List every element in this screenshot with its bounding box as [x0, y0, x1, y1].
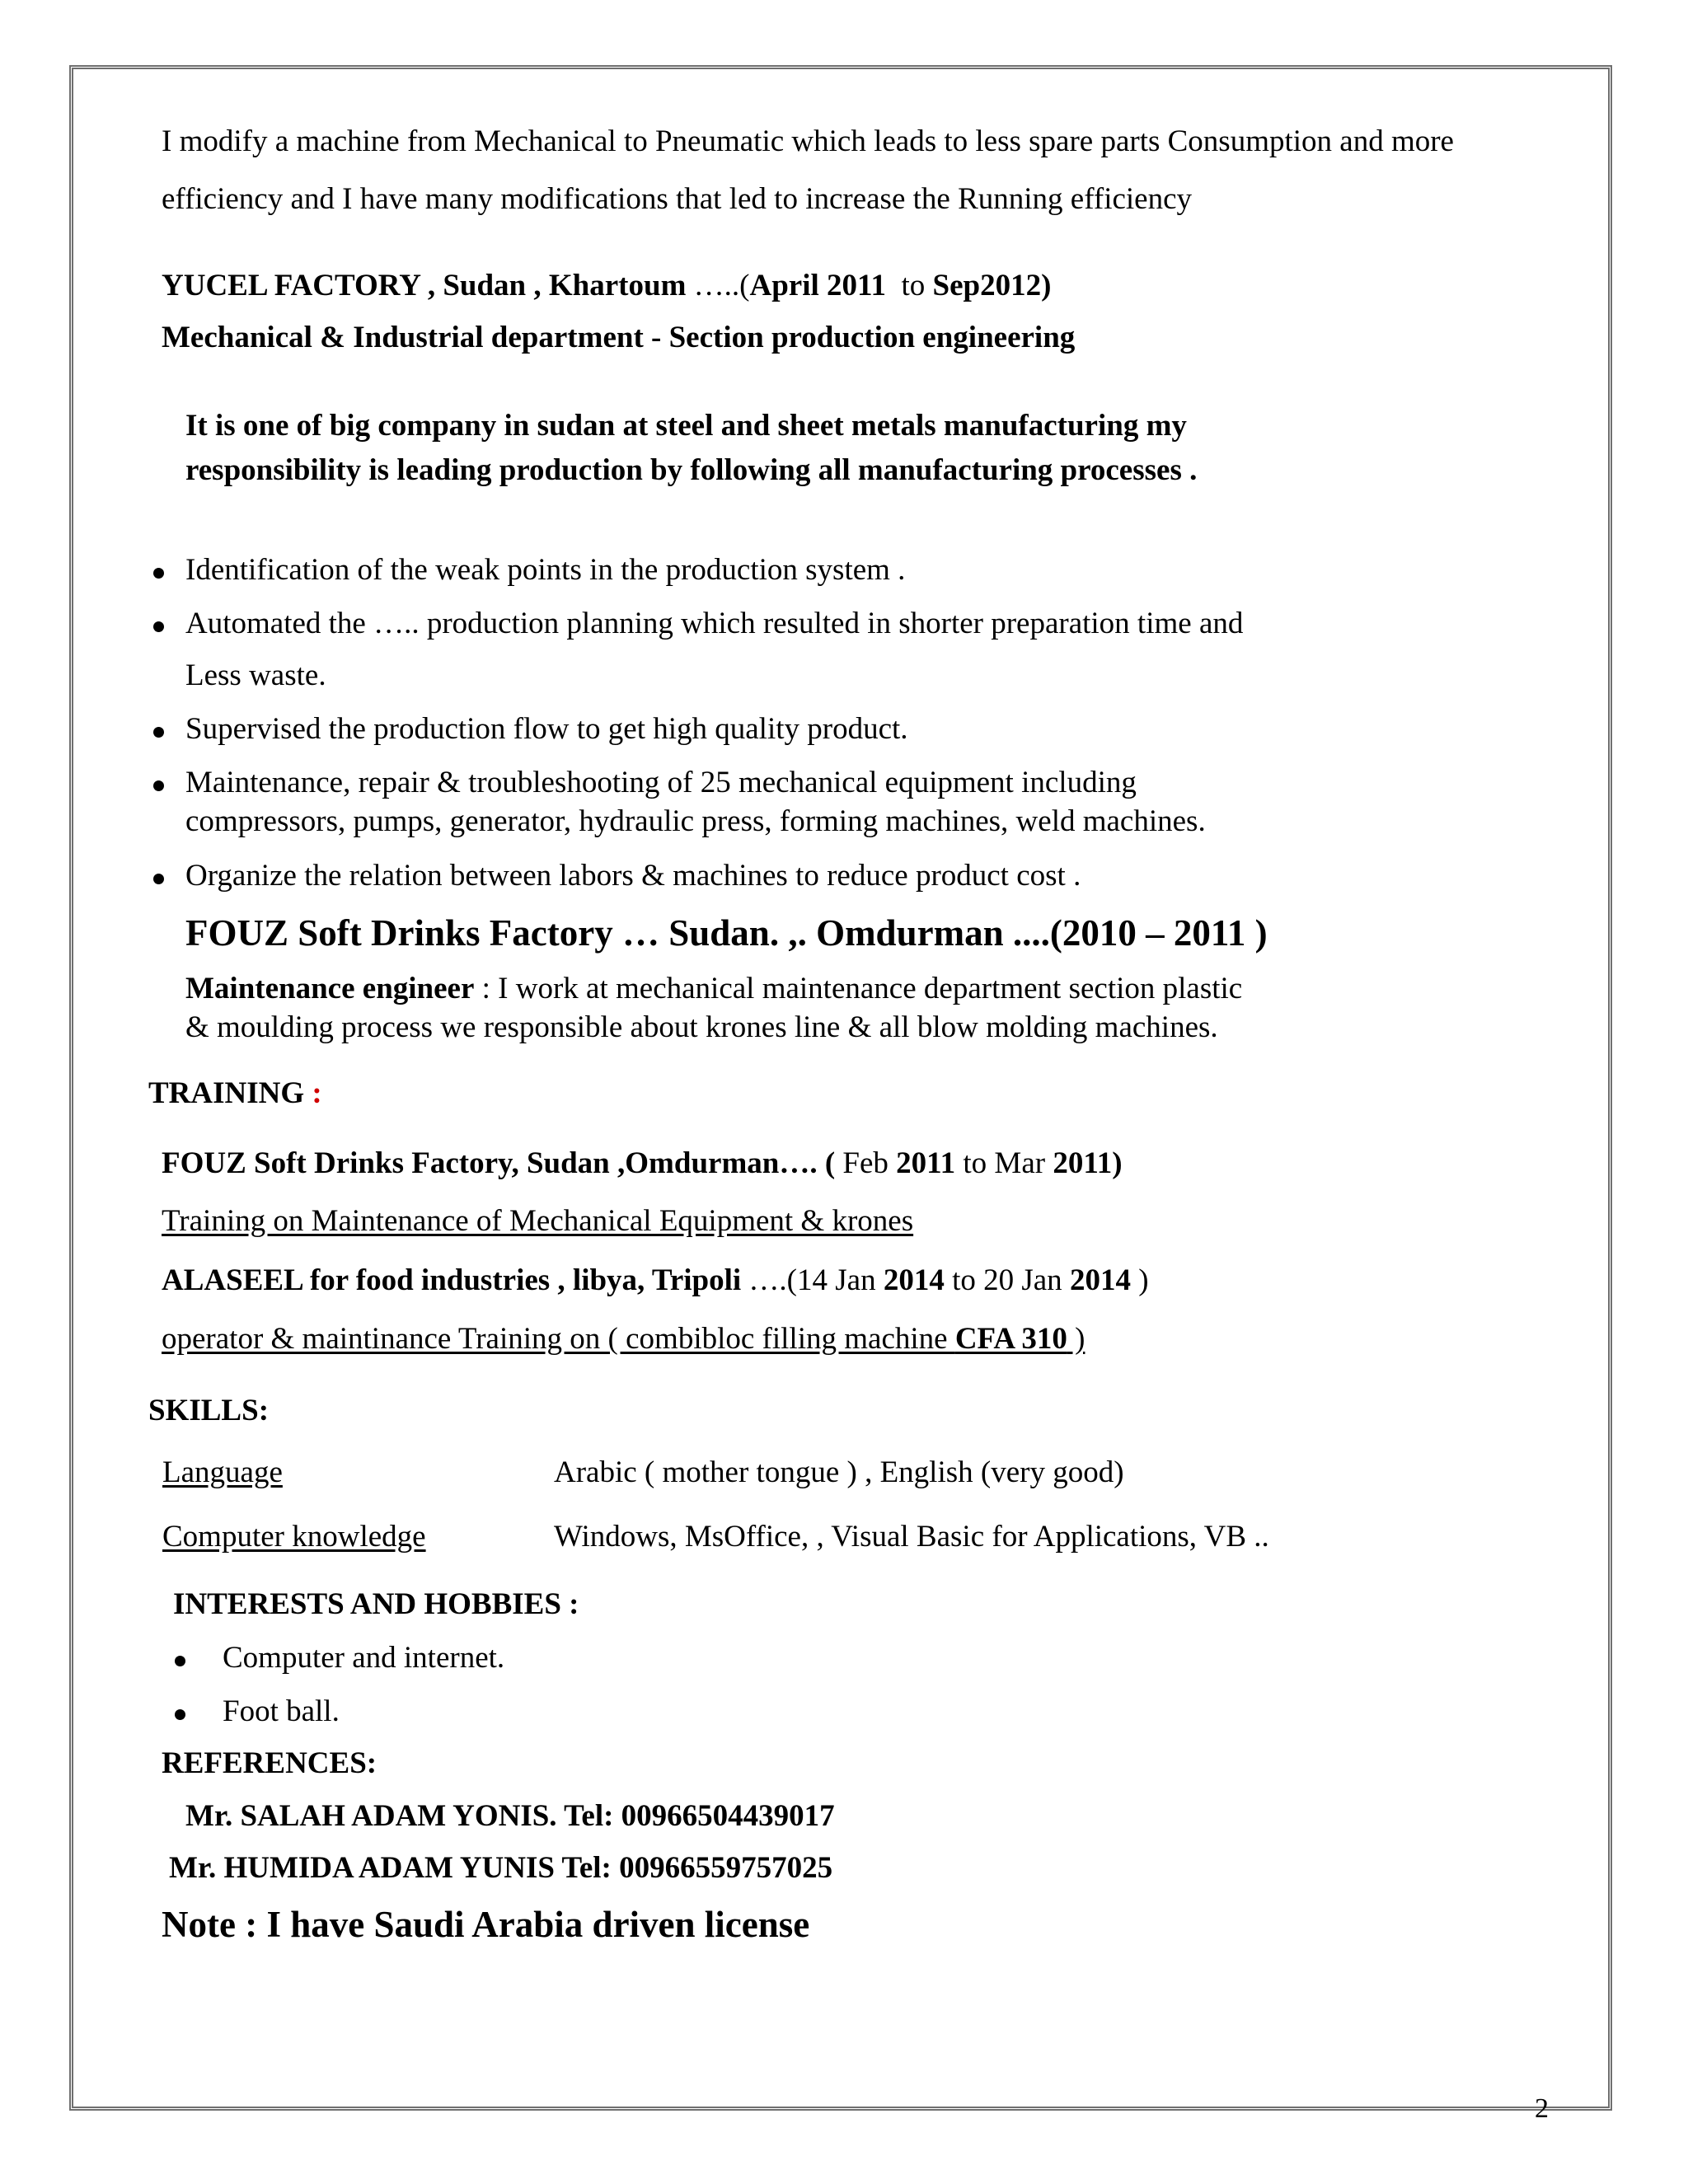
license-note: Note : I have Saudi Arabia driven license [162, 1904, 810, 1945]
interests-heading: INTERESTS AND HOBBIES : [173, 1587, 579, 1621]
yucel-to-word: to [885, 269, 933, 302]
yucel-heading [162, 268, 1051, 304]
training-1-heading [162, 1146, 1123, 1182]
yucel-bullet-4: Maintenance, repair & troubleshooting of 25 mechanical equipment including [185, 766, 1137, 799]
training-2-model: CFA 310 [954, 1322, 1067, 1356]
yucel-summary-line-2: responsibility is leading production by following all manufacturing processes . [185, 453, 1198, 487]
bullet-icon [153, 727, 164, 738]
training-2-heading [162, 1263, 1149, 1299]
yucel-bullet-5: Organize the relation between labors & machines to reduce product cost . [185, 859, 1081, 893]
bullet-icon [153, 568, 164, 579]
reference-1: Mr. SALAH ADAM YONIS. Tel: 00966504439017 [185, 1799, 835, 1833]
yucel-dots: …..( [693, 269, 750, 302]
training-2-description [162, 1321, 1085, 1357]
skill-value-language: Arabic ( mother tongue ) , English (very good) [554, 1455, 1124, 1489]
skill-label-computer: Computer knowledge [162, 1520, 426, 1554]
training-2-desc-text: operator & maintinance Training on ( combibloc filling machine [162, 1322, 955, 1356]
fouz-role [185, 971, 1242, 1007]
fouz-role-label: Maintenance engineer [185, 972, 475, 1005]
yucel-from: April 2011 [749, 269, 886, 302]
yucel-bullet-3: Supervised the production flow to get high quality product. [185, 712, 908, 746]
yucel-summary-line-1: It is one of big company in sudan at steel and sheet metals manufacturing my [185, 409, 1187, 443]
yucel-bullet-2: Automated the ….. production planning which resulted in shorter preparation time and [185, 607, 1244, 640]
yucel-department: Mechanical & Industrial department - Section production engineering [162, 321, 1076, 354]
intro-line-1: I modify a machine from Mechanical to Pneumatic which leads to less spare parts Consumption and more [162, 124, 1454, 158]
bullet-icon [175, 1709, 185, 1720]
reference-2: Mr. HUMIDA ADAM YUNIS Tel: 00966559757025 [169, 1851, 833, 1885]
bullet-icon [153, 780, 164, 791]
training-1-year-end: 2011) [1053, 1146, 1123, 1180]
training-1-month-end: to Mar [955, 1146, 1053, 1180]
training-2-month-start: ….(14 Jan [748, 1263, 884, 1297]
fouz-heading: FOUZ Soft Drinks Factory … Sudan. ,. Omdurman ....(2010 – 2011 ) [185, 912, 1268, 954]
skills-heading: SKILLS: [148, 1394, 270, 1427]
training-2-company: ALASEEL for food industries , libya, Tripoli [162, 1263, 749, 1297]
yucel-bullet-1: Identification of the weak points in the production system . [185, 553, 906, 587]
training-heading [148, 1076, 322, 1112]
training-1-year-start: 2011 [896, 1146, 956, 1180]
intro-line-2: efficiency and I have many modifications that led to increase the Running efficiency [162, 182, 1193, 216]
training-1-month-start: Feb [842, 1146, 897, 1180]
bullet-icon [175, 1656, 185, 1666]
training-heading-colon: : [312, 1076, 322, 1110]
interest-item-2: Foot ball. [223, 1694, 340, 1728]
yucel-bullet-2-cont: Less waste. [185, 658, 326, 692]
interest-item-1: Computer and internet. [223, 1641, 505, 1675]
fouz-role-line-2: & moulding process we responsible about krones line & all blow molding machines. [185, 1010, 1218, 1044]
bullet-icon [153, 621, 164, 632]
training-1-description: Training on Maintenance of Mechanical Equipment & krones [162, 1204, 914, 1238]
training-heading-text: TRAINING [148, 1076, 312, 1110]
fouz-role-text: : I work at mechanical maintenance department section plastic [474, 972, 1243, 1005]
page-number: 2 [1535, 2093, 1549, 2124]
training-2-year-end: 2014 [1069, 1263, 1131, 1297]
training-1-company: FOUZ Soft Drinks Factory, Sudan ,Omdurman…. ( [162, 1146, 843, 1180]
training-2-year-start: 2014 [883, 1263, 945, 1297]
yucel-bullet-4-cont: compressors, pumps, generator, hydraulic press, forming machines, weld machines. [185, 804, 1206, 838]
bullet-icon [153, 874, 164, 884]
training-2-month-end: to 20 Jan [944, 1263, 1070, 1297]
skill-label-language: Language [162, 1455, 283, 1489]
training-2-desc-end: ) [1067, 1322, 1085, 1356]
yucel-company: YUCEL FACTORY , Sudan , Khartoum [162, 269, 694, 302]
training-2-close: ) [1130, 1263, 1149, 1297]
yucel-to: Sep2012) [932, 269, 1052, 302]
skill-value-computer: Windows, MsOffice, , Visual Basic for Applications, VB .. [554, 1520, 1269, 1554]
references-heading: REFERENCES: [162, 1746, 377, 1780]
